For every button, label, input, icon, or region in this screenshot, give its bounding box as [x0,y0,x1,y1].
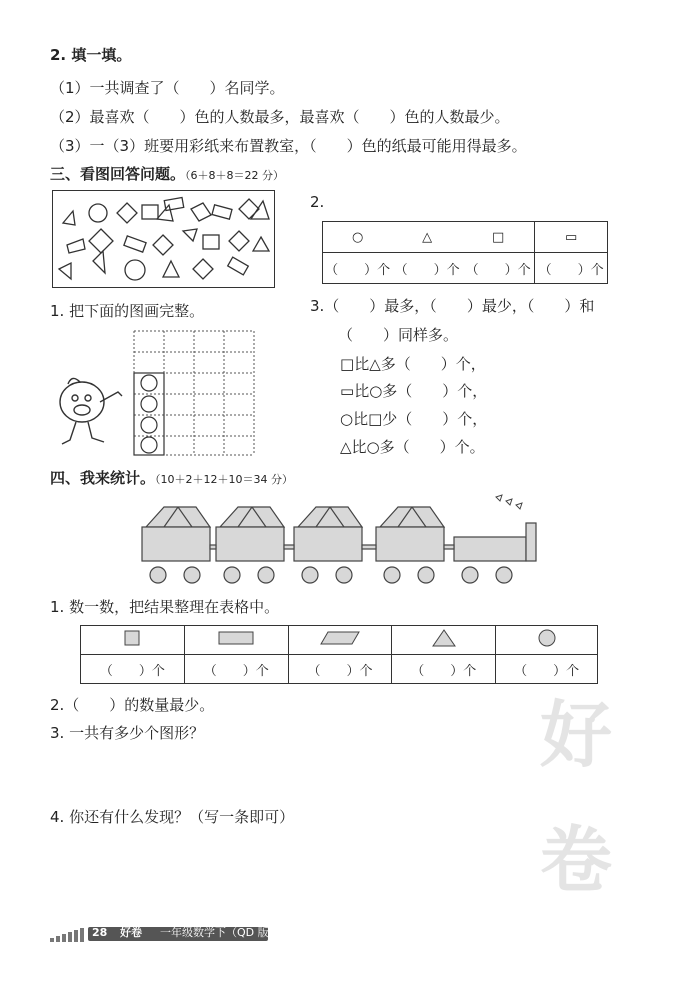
rectangle-count[interactable]: （ ）个 [535,253,608,284]
rectangle-count-cell[interactable]: （ ）个 [184,655,288,684]
question-3-3-line1: 3.（ ）最多，（ ）最少，（ ）和 [310,297,595,315]
question-2-3: （3）一（3）班要用彩纸来布置教室，（ ）色的纸最可能用得最多。 [50,137,527,155]
circle-column-header [496,626,598,655]
question-4-3: 3. 一共有多少个图形？ [50,724,205,742]
cartoon-character-icon [48,372,128,450]
rectangle-column-header [184,626,288,655]
question-2-1: （1）一共调查了（ ）名同学。 [50,79,285,97]
rectangle-icon [218,630,254,646]
triangle-count-cell[interactable]: （ ）个 [392,655,496,684]
rectangle-header: ▭ [535,222,608,253]
square-icon [124,630,140,646]
square-column-header [81,626,185,655]
compare-2: ▭比○多（ ）个， [340,382,488,400]
triangle-icon [432,629,456,647]
square-count-cell[interactable]: （ ）个 [81,655,185,684]
section-2-title: 2. 填一填。 [50,46,132,64]
circle-header: ○ [323,222,393,253]
section-3-title: 三、看图回答问题。（6＋8＋8＝22 分） [50,165,285,183]
square-count[interactable]: （ ）个 [462,253,535,284]
triangle-count[interactable]: （ ）个 [392,253,462,284]
rectangle-icon: ▭ [340,382,355,400]
parallelogram-count-cell[interactable]: （ ）个 [288,655,392,684]
question-3-2-number: 2. [310,193,325,211]
parallelogram-column-header [288,626,392,655]
watermark-bottom: 卷 [540,817,613,902]
triangle-column-header [392,626,496,655]
triangle-header: △ [392,222,462,253]
circle-icon [538,629,556,647]
watermark-top: 好 [540,692,613,777]
parallelogram-icon [320,630,360,646]
shapes-picture [52,190,275,288]
question-4-4: 4. 你还有什么发现？（写一条即可） [50,808,295,826]
book-title: 一年级数学下（QD 版） [160,926,280,939]
question-3-3-line2: （ ）同样多。 [338,326,459,344]
square-header: □ [462,222,535,253]
page-number: 28 [92,926,108,939]
question-4-1: 1. 数一数，把结果整理在表格中。 [50,598,280,616]
compare-1: □比△多（ ）个， [340,355,486,373]
section-4-title: 四、我来统计。（10＋2＋12＋10＝34 分） [50,469,293,487]
square-icon: □ [340,355,355,373]
footer-stripes-icon [50,926,88,942]
dotted-grid-drawing [130,327,258,459]
question-3-1: 1. 把下面的图画完整。 [50,302,205,320]
shape-count-table-small [322,221,608,284]
compare-3: ○比□少（ ）个， [340,410,488,428]
shape-count-table [80,625,598,684]
question-4-2: 2.（ ）的数量最少。 [50,696,215,714]
question-2-2: （2）最喜欢（ ）色的人数最多，最喜欢（ ）色的人数最少。 [50,108,510,126]
train-picture [134,493,546,587]
footer-logo: 好卷 [120,926,142,939]
circle-count-cell[interactable]: （ ）个 [496,655,598,684]
shapes-illustration [53,191,276,289]
compare-4: △比○多（ ）个。 [340,438,485,456]
circle-count[interactable]: （ ）个 [323,253,393,284]
